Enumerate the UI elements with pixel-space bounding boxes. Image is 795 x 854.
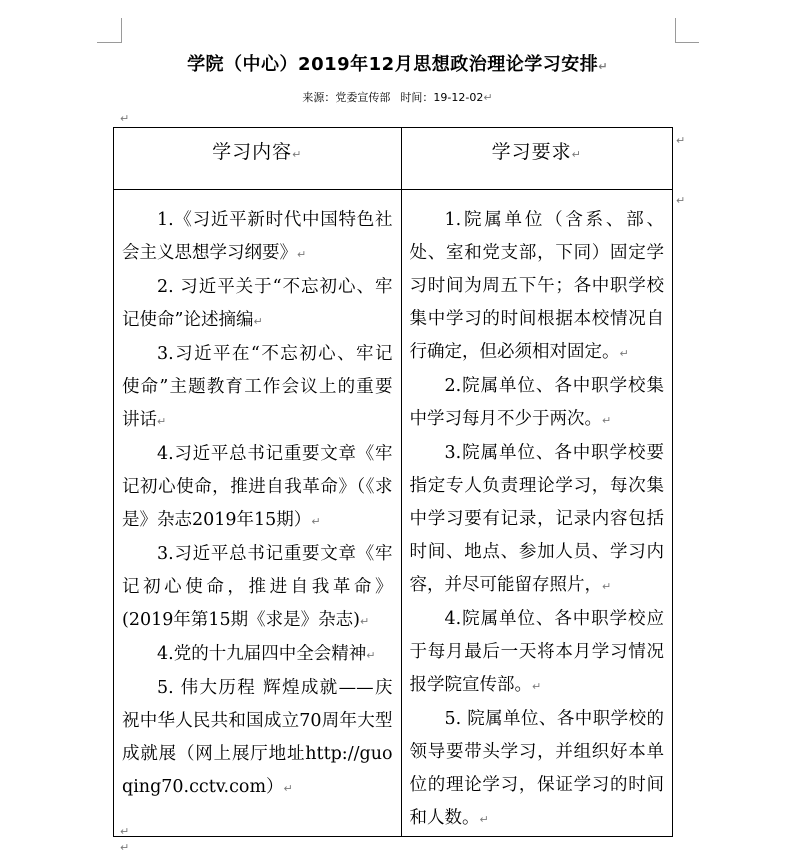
crop-mark-top-left-h [97,42,121,43]
paragraph-mark-icon: ↵ [120,841,130,854]
crop-mark-top-left-v [121,18,122,43]
title-text: 学院（中心）2019年12月思想政治理论学习安排 [187,54,599,75]
requirement-item: 5. 院属单位、各中职学校的领导要带头学习，并组织好本单位的理论学习，保证学习的时间和人数。↵ [409,709,664,828]
content-item: 3.习近平在“不忘初心、牢记使命”主题教育工作会议上的重要讲话↵ [122,344,393,430]
paragraph-mark-icon: ↵ [120,112,130,125]
header-study-requirements: 学习要求↵ [401,128,673,190]
source-line [0,89,795,105]
header-study-content: 学习内容↵ [114,128,402,190]
requirement-item: 1.院属单位（含系、部、处、室和党支部，下同）固定学习时间为周五下午；各中职学校集中学习的时间根据本校情况自行确定，但必须相对固定。↵ [409,210,664,362]
content-item: 5. 伟大历程 辉煌成就——庆祝中华人民共和国成立70周年大型成就展（网上展厅地址http://guoqing70.cctv.com）↵ [122,678,393,797]
requirement-item: 4.院属单位、各中职学校应于每月最后一天将本月学习情况报学院宣传部。↵ [409,609,664,695]
content-item: 4.习近平总书记重要文章《牢记初心使命，推进自我革命》（《求是》杂志2019年15期）↵ [122,444,393,530]
study-plan-table [113,127,673,837]
paragraph-mark-icon: ↵ [483,91,493,104]
content-item: 1.《习近平新时代中国特色社会主义思想学习纲要》↵ [122,210,393,263]
content-item: 3.习近平总书记重要文章《牢记初心使命，推进自我革命》(2019年第15期《求是》杂志)↵ [122,544,393,630]
row-end-mark-icon: ↵ [676,194,686,207]
content-item: 2. 习近平关于“不忘初心、牢记使命”论述摘编↵ [122,277,393,330]
body-row [114,190,673,837]
content-item: 4.党的十九届四中全会精神↵ [157,644,376,664]
requirement-item: 2.院属单位、各中职学校集中学习每月不少于两次。↵ [409,376,664,429]
crop-mark-top-right-v [675,18,676,43]
requirements-cell [401,190,673,837]
page-title [0,50,795,76]
source-label: 来源：党委宣传部 [302,91,391,104]
content-cell [114,190,402,837]
crop-mark-top-right-h [675,42,699,43]
paragraph-mark-icon: ↵ [120,825,130,838]
requirement-item: 3.院属单位、各中职学校要指定专人负责理论学习，每次集中学习要有记录，记录内容包括时间、地点、参加人员、学习内容，并尽可能留存照片，↵ [409,443,664,595]
header-row [114,128,673,190]
row-end-mark-icon: ↵ [676,134,686,147]
time-label: 时间：19-12-02 [400,91,484,104]
paragraph-mark-icon: ↵ [598,60,608,73]
